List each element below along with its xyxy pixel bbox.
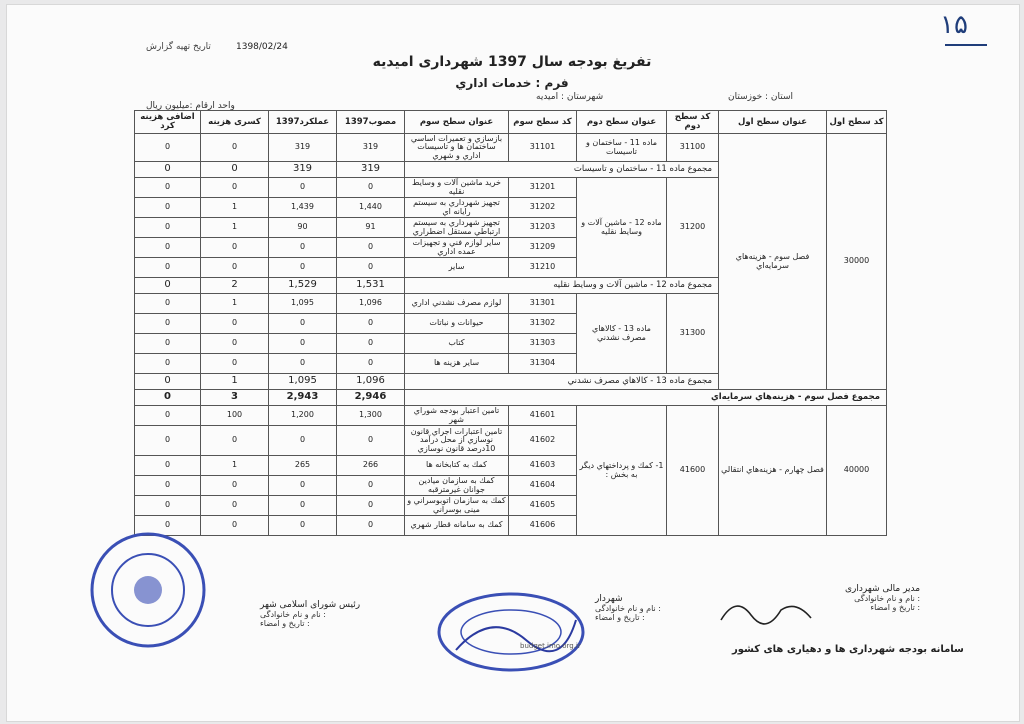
level3-title: تجهيز شهرداري به سيستم رايانه اي <box>405 198 509 218</box>
level3-code: 31303 <box>509 334 577 354</box>
mayor-name-label: نام و نام خانوادگی : <box>595 604 661 613</box>
deficit-cell: 1 <box>201 294 269 314</box>
deficit-cell: 0 <box>201 134 269 162</box>
level3-title: بازسازي و تعميرات اساسي ساختمان ها و تاسيسات اداري و شهري <box>405 134 509 162</box>
deficit-cell: 0 <box>201 162 269 178</box>
level3-code: 41605 <box>509 496 577 516</box>
city-label: شهرستان : امیدیه <box>536 92 604 102</box>
level3-code: 41606 <box>509 516 577 536</box>
deficit-cell: 0 <box>201 476 269 496</box>
level3-title: ساير لوازم فني و تجهيزات عمده اداري <box>405 238 509 258</box>
subtotal-label: مجموع ماده 12 - ماشين آلات و وسايط نقليه <box>405 278 719 294</box>
level3-title: كمك به سازمان ميادين جوانان غيرمترقبه <box>405 476 509 496</box>
mayor-date-label: تاریخ و امضاء : <box>595 613 645 622</box>
level3-code: 31101 <box>509 134 577 162</box>
form-subtitle: فرم : خدمات اداري <box>455 76 569 90</box>
excess-cell: 0 <box>135 178 201 198</box>
actual-cell: 90 <box>269 218 337 238</box>
column-header: کسری هزینه <box>201 111 269 134</box>
excess-cell: 0 <box>135 334 201 354</box>
approved-cell: 0 <box>337 516 405 536</box>
actual-cell: 0 <box>269 258 337 278</box>
level3-title: حيوانات و نباتات <box>405 314 509 334</box>
approved-cell: 1,300 <box>337 406 405 426</box>
page-number: ۱۵ <box>940 10 968 40</box>
level3-code: 41603 <box>509 456 577 476</box>
excess-cell: 0 <box>135 198 201 218</box>
excess-cell: 0 <box>135 374 201 390</box>
level3-code: 31209 <box>509 238 577 258</box>
level1-code: 40000 <box>827 406 887 536</box>
level3-title: تامين اعتبار بودجه شوراي شهر <box>405 406 509 426</box>
level3-code: 31302 <box>509 314 577 334</box>
finance-name-label: نام و نام خانوادگی : <box>854 594 921 603</box>
level2-title: ماده 12 - ماشين آلات و وسايط نقليه <box>577 178 667 278</box>
deficit-cell: 0 <box>201 314 269 334</box>
level2-code: 31300 <box>667 294 719 374</box>
approved-cell: 0 <box>337 476 405 496</box>
actual-cell: 1,200 <box>269 406 337 426</box>
excess-cell: 0 <box>135 314 201 334</box>
table-row <box>135 134 887 162</box>
approved-cell: 0 <box>337 334 405 354</box>
deficit-cell: 0 <box>201 516 269 536</box>
deficit-cell: 0 <box>201 334 269 354</box>
system-url: budget.imo.org.ir <box>520 642 581 650</box>
deficit-cell: 100 <box>201 406 269 426</box>
municipality-seal-stamp <box>436 590 586 674</box>
actual-cell: 1,529 <box>269 278 337 294</box>
column-header: کد سطح دوم <box>667 111 719 134</box>
level2-title: ماده 11 - ساختمان و تاسيسات <box>577 134 667 162</box>
council-seal-stamp <box>88 530 208 650</box>
level3-title: لوازم مصرف نشدني اداري <box>405 294 509 314</box>
actual-cell: 1,439 <box>269 198 337 218</box>
council-title: رئیس شورای اسلامی شهر <box>260 600 361 610</box>
level1-title: فصل چهارم - هزينه‌هاي انتقالي <box>719 406 827 536</box>
excess-cell: 0 <box>135 426 201 456</box>
deficit-cell: 0 <box>201 178 269 198</box>
level3-code: 41601 <box>509 406 577 426</box>
excess-cell: 0 <box>135 238 201 258</box>
council-name-label: نام و نام خانوادگی : <box>260 610 326 619</box>
excess-cell: 0 <box>135 390 201 406</box>
actual-cell: 0 <box>269 178 337 198</box>
level3-code: 31201 <box>509 178 577 198</box>
level3-code: 31301 <box>509 294 577 314</box>
level1-title: فصل سوم - هزينه‌هاي سرمايه‌اي <box>719 134 827 390</box>
level3-title: كمك به سامانه قطار شهري <box>405 516 509 536</box>
column-header: کد سطح اول <box>827 111 887 134</box>
level3-code: 41604 <box>509 476 577 496</box>
actual-cell: 0 <box>269 334 337 354</box>
level3-code: 31210 <box>509 258 577 278</box>
approved-cell: 91 <box>337 218 405 238</box>
approved-cell: 1,096 <box>337 294 405 314</box>
deficit-cell: 1 <box>201 456 269 476</box>
actual-cell: 0 <box>269 354 337 374</box>
mayor-signature-block <box>595 594 661 622</box>
excess-cell: 0 <box>135 278 201 294</box>
document-title: تفریغ بودجه سال 1397 شهرداری امیدیه <box>372 54 652 70</box>
excess-cell: 0 <box>135 496 201 516</box>
level3-title: كمك به سازمان اتوبوسراني و مينی بوسراني <box>405 496 509 516</box>
report-date: 1398/02/24 <box>236 42 288 52</box>
excess-cell: 0 <box>135 218 201 238</box>
actual-cell: 1,095 <box>269 374 337 390</box>
finance-signature-block <box>845 584 920 612</box>
excess-cell: 0 <box>135 354 201 374</box>
approved-cell: 2,946 <box>337 390 405 406</box>
level3-title: تامين اعتبارات اجراي قانون نوسازي از محل درآمد 10درصد قانون نوسازي <box>405 426 509 456</box>
level3-code: 41602 <box>509 426 577 456</box>
software-name: سامانه بودجه شهرداری ها و دهیاری های کشور <box>732 644 964 655</box>
column-header: عملکرد1397 <box>269 111 337 134</box>
chapter-total-label: مجموع فصل سوم - هزينه‌هاي سرمايه‌اي <box>405 390 887 406</box>
finance-date-label: تاریخ و امضاء : <box>870 603 921 612</box>
approved-cell: 0 <box>337 258 405 278</box>
level2-title: 1- كمك و پرداختهاي ديگر به بخش : <box>577 406 667 536</box>
approved-cell: 319 <box>337 134 405 162</box>
level3-code: 31202 <box>509 198 577 218</box>
actual-cell: 0 <box>269 476 337 496</box>
level3-title: ساير هزينه ها <box>405 354 509 374</box>
excess-cell: 0 <box>135 406 201 426</box>
excess-cell: 0 <box>135 516 201 536</box>
excess-cell: 0 <box>135 162 201 178</box>
council-date-label: تاریخ و امضاء : <box>260 619 310 628</box>
actual-cell: 0 <box>269 314 337 334</box>
deficit-cell: 0 <box>201 354 269 374</box>
page-number-underline <box>945 44 987 46</box>
approved-cell: 0 <box>337 238 405 258</box>
approved-cell: 1,096 <box>337 374 405 390</box>
actual-cell: 319 <box>269 134 337 162</box>
actual-cell: 1,095 <box>269 294 337 314</box>
column-header: کد سطح سوم <box>509 111 577 134</box>
deficit-cell: 0 <box>201 238 269 258</box>
level3-title: ساير <box>405 258 509 278</box>
deficit-cell: 2 <box>201 278 269 294</box>
actual-cell: 0 <box>269 426 337 456</box>
finance-title: مدیر مالی شهرداری <box>845 584 921 594</box>
deficit-cell: 0 <box>201 258 269 278</box>
chapter-total-row <box>135 390 887 406</box>
subtotal-label: مجموع ماده 11 - ساختمان و تاسيسات <box>405 162 719 178</box>
level3-code: 31203 <box>509 218 577 238</box>
actual-cell: 265 <box>269 456 337 476</box>
subtotal-label: مجموع ماده 13 - كالاهاي مصرف نشدني <box>405 374 719 390</box>
level1-code: 30000 <box>827 134 887 390</box>
column-header: عنوان سطح اول <box>719 111 827 134</box>
column-header: مصوب1397 <box>337 111 405 134</box>
actual-cell: 0 <box>269 516 337 536</box>
level2-code: 31200 <box>667 178 719 278</box>
approved-cell: 0 <box>337 178 405 198</box>
deficit-cell: 1 <box>201 198 269 218</box>
approved-cell: 0 <box>337 354 405 374</box>
unit-label: واحد ارقام :میلیون ریال <box>146 101 235 111</box>
budget-table <box>134 110 887 536</box>
table-header-row <box>135 111 887 134</box>
deficit-cell: 0 <box>201 426 269 456</box>
excess-cell: 0 <box>135 456 201 476</box>
level2-code: 41600 <box>667 406 719 536</box>
column-header: عنوان سطح سوم <box>405 111 509 134</box>
excess-cell: 0 <box>135 294 201 314</box>
deficit-cell: 1 <box>201 218 269 238</box>
level2-code: 31100 <box>667 134 719 162</box>
approved-cell: 0 <box>337 426 405 456</box>
level3-code: 31304 <box>509 354 577 374</box>
level3-title: خريد ماشين آلات و وسايط نقليه <box>405 178 509 198</box>
deficit-cell: 0 <box>201 496 269 516</box>
level3-title: تجهيز شهرداري به سيستم ارتباطي مستقل اضطراري <box>405 218 509 238</box>
actual-cell: 0 <box>269 496 337 516</box>
approved-cell: 1,440 <box>337 198 405 218</box>
report-date-label: تاریخ تهیه گزارش <box>146 42 211 52</box>
excess-cell: 0 <box>135 476 201 496</box>
excess-cell: 0 <box>135 134 201 162</box>
finance-signature <box>716 590 826 630</box>
province-label: استان : خوزستان <box>728 92 794 102</box>
actual-cell: 319 <box>269 162 337 178</box>
column-header: عنوان سطح دوم <box>577 111 667 134</box>
table-row <box>135 406 887 426</box>
approved-cell: 319 <box>337 162 405 178</box>
excess-cell: 0 <box>135 258 201 278</box>
approved-cell: 0 <box>337 314 405 334</box>
approved-cell: 1,531 <box>337 278 405 294</box>
level3-title: كتاب <box>405 334 509 354</box>
approved-cell: 0 <box>337 496 405 516</box>
actual-cell: 2,943 <box>269 390 337 406</box>
column-header: اضافی هزینه کرد <box>135 111 201 134</box>
deficit-cell: 1 <box>201 374 269 390</box>
mayor-title: شهردار <box>595 594 623 604</box>
deficit-cell: 3 <box>201 390 269 406</box>
actual-cell: 0 <box>269 238 337 258</box>
approved-cell: 266 <box>337 456 405 476</box>
level3-title: كمك به كتابخانه ها <box>405 456 509 476</box>
level2-title: ماده 13 - كالاهاي مصرف نشدني <box>577 294 667 374</box>
council-signature-block <box>260 600 360 628</box>
